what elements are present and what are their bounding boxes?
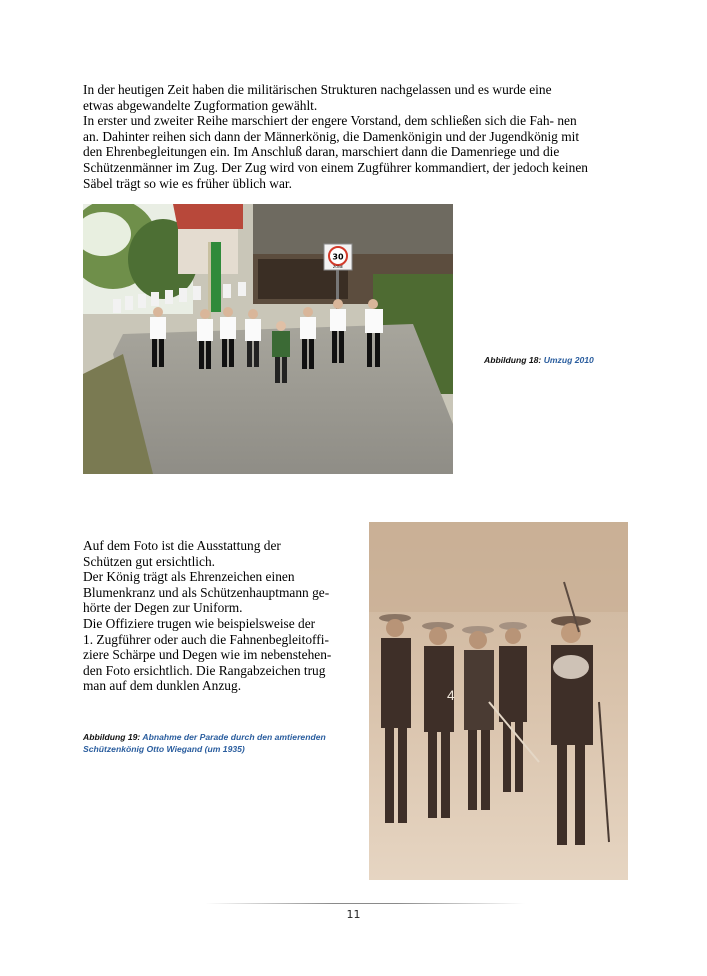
parade-illustration	[83, 204, 453, 474]
text-line: den Ehrenbegleitungen ein. Im Anschluß daran, marschiert dann die Damenriege und die	[83, 144, 560, 160]
figure-19-caption	[83, 732, 368, 755]
historic-parade-photo	[369, 522, 628, 880]
page-number: 11	[346, 908, 361, 921]
text-line: Auf dem Foto ist die Ausstattung der	[83, 538, 281, 553]
text-line: den Foto ersichtlich. Die Rangabzeichen trug	[83, 662, 326, 678]
text-line: etwas abgewandelte Zugformation gewählt.	[83, 97, 318, 113]
text-line: Schützenmänner im Zug. Der Zug wird von einem Zugführer kommandiert, der jedoch keinen	[83, 159, 588, 175]
caption-label: Abbildung 18:	[484, 355, 544, 365]
text-line: an. Dahinter reihen sich dann der Männerkönig, die Damenkönigin und der Jugendkönig mit	[83, 128, 580, 144]
caption-label: Abbildung 19:	[83, 732, 143, 742]
figure-18-caption	[484, 355, 594, 367]
text-line: hörte der Degen zur Uniform.	[83, 600, 243, 616]
historic-illustration	[369, 522, 628, 880]
text-line: In erster und zweiter Reihe marschiert der engere Vorstand, dem schließen sich die Fah- nen	[83, 113, 577, 129]
speed-sign-number: 30	[332, 252, 344, 262]
armband-number: 4	[447, 687, 455, 703]
footer-divider	[205, 903, 525, 904]
parade-photo-2010	[83, 204, 453, 474]
text-line: Die Offiziere trugen wie beispielsweise der	[83, 615, 316, 631]
text-line: 1. Zugführer oder auch die Fahnenbegleitoffi-	[83, 631, 329, 647]
text-line: man auf dem dunklen Anzug.	[83, 678, 242, 694]
text-line: Schützen gut ersichtlich.	[83, 553, 216, 569]
text-line: In der heutigen Zeit haben die militärischen Strukturen nachgelassen und es wurde eine	[83, 82, 552, 97]
speed-sign-zone: ZONE	[332, 265, 344, 269]
text-line: ziere Schärpe und Degen wie im nebenstehen-	[83, 647, 332, 663]
intro-paragraph	[83, 82, 628, 191]
text-line: Blumenkranz und als Schützenhauptmann ge-	[83, 584, 330, 600]
text-line: Säbel trägt so wie es früher üblich war.	[83, 175, 292, 191]
equipment-paragraph	[83, 538, 358, 694]
text-line: Der König trägt als Ehrenzeichen einen	[83, 569, 295, 585]
caption-title: Umzug 2010	[543, 355, 594, 365]
caption-title: Abnahme der Parade durch den amtierenden Schützenkönig Otto Wiegand (um 1935)	[83, 732, 326, 754]
